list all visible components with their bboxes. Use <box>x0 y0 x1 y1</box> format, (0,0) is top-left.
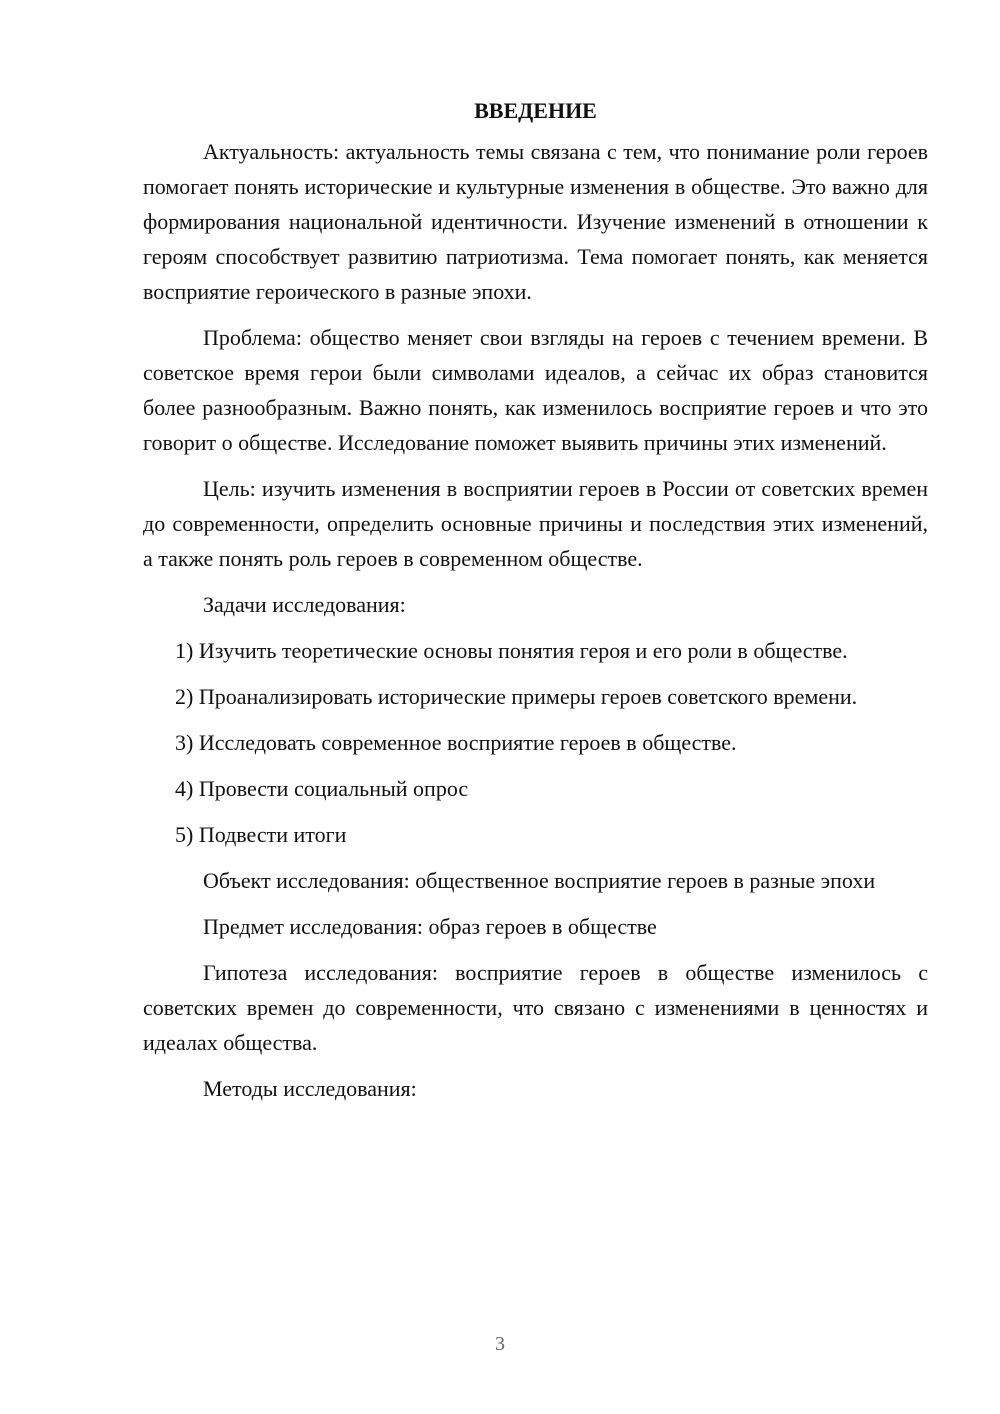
relevance-paragraph: Актуальность: актуальность темы связана с тем, что понимание роли героев помогает понять исторические и культурные изменения в обществе. Это важно для формирования национальной идентичности. Изучение изменений в отношении к героям способствует развитию патриотизма. Тема помогает понять, как меняется восприятие героического в разные эпохи. <box>143 139 928 304</box>
object-paragraph: Объект исследования: общественное восприятие героев в разные эпохи <box>203 868 876 893</box>
tasks-heading: Задачи исследования: <box>203 592 406 617</box>
goal-paragraph: Цель: изучить изменения в восприятии героев в России от советских времен до современности, определить основные причины и последствия этих изменений, а также понять роль героев в современном обществе. <box>143 476 928 571</box>
subject-paragraph: Предмет исследования: образ героев в обществе <box>203 914 657 939</box>
task-item: 5) Подвести итоги <box>175 822 347 847</box>
methods-paragraph: Методы исследования: <box>203 1076 417 1101</box>
hypothesis-paragraph: Гипотеза исследования: восприятие героев в обществе изменилось с советских времен до современности, что связано с изменениями в ценностях и идеалах общества. <box>143 960 928 1055</box>
task-item: 4) Провести социальный опрос <box>175 776 469 801</box>
task-item: 1) Изучить теоретические основы понятия героя и его роли в обществе. <box>175 638 848 663</box>
page-content <box>143 93 928 1117</box>
problem-paragraph: Проблема: общество меняет свои взгляды на героев с течением времени. В советское время герои были символами идеалов, а сейчас их образ становится более разнообразным. Важно понять, как изменилось восприятие героев и что это говорит о обществе. Исследование поможет выявить причины этих изменений. <box>143 325 928 455</box>
page-number: 3 <box>495 1333 505 1355</box>
task-item: 2) Проанализировать исторические примеры героев советского времени. <box>175 684 858 709</box>
task-item: 3) Исследовать современное восприятие героев в обществе. <box>175 730 737 755</box>
section-title: ВВЕДЕНИЕ <box>474 98 597 123</box>
